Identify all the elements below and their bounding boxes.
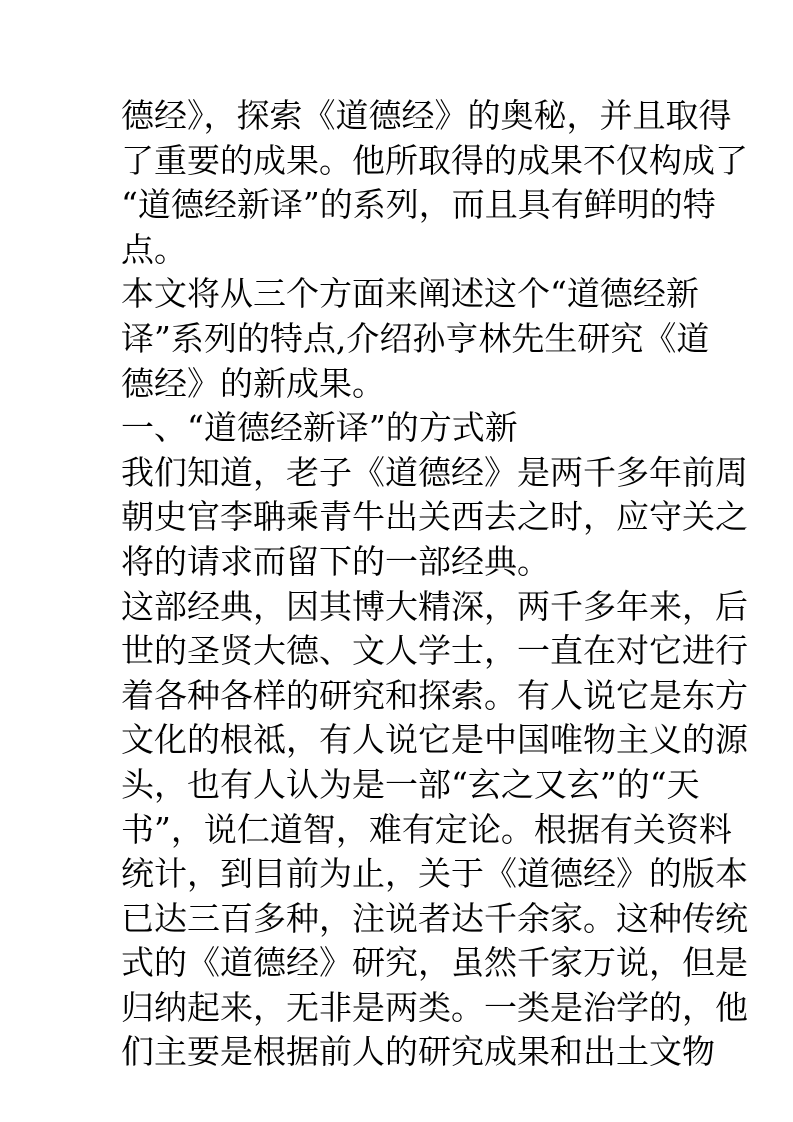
text-line: 德经》的新成果。 [121,363,385,403]
text-line: 头，也有人认为是一部“玄之又玄”的“天 [121,764,700,804]
text-line: 文化的根祗，有人说它是中国唯物主义的源 [121,720,748,760]
text-line: 书”，说仁道智，难有定论。根据有关资料 [121,809,732,849]
text-line: 世的圣贤大德、文人学士，一直在对它进行 [121,631,748,671]
text-line: 们主要是根据前人的研究成果和出土文物 [121,1032,715,1072]
text-line: 点。 [121,229,187,269]
text-line: 式的《道德经》研究，虽然千家万说，但是 [121,943,748,983]
text-line: 了重要的成果。他所取得的成果不仅构成了 [121,140,748,180]
text-line: 统计，到目前为止，关于《道德经》的版本 [121,854,748,894]
text-line: 我们知道，老子《道德经》是两千多年前周 [121,452,748,492]
text-line: 归纳起来，无非是两类。一类是治学的，他 [121,987,748,1027]
text-line: 本文将从三个方面来阐述这个“道德经新 [121,274,699,314]
text-line: 这部经典，因其博大精深，两千多年来，后 [121,586,748,626]
section-heading: 一、“道德经新译”的方式新 [121,408,518,448]
text-line: 译”系列的特点,介绍孙亨林先生研究《道 [121,318,710,358]
body-text [121,94,748,1075]
text-line: “道德经新译”的系列，而且具有鲜明的特 [121,185,716,225]
text-line: 朝史官李聃乘青牛出关西去之时，应守关之 [121,497,748,537]
text-line: 已达三百多种，注说者达千余家。这种传统 [121,898,748,938]
text-line: 德经》，探索《道德经》的奥秘，并且取得 [121,96,732,135]
text-line: 着各种各样的研究和探索。有人说它是东方 [121,675,748,715]
text-line: 将的请求而留下的一部经典。 [121,541,550,581]
